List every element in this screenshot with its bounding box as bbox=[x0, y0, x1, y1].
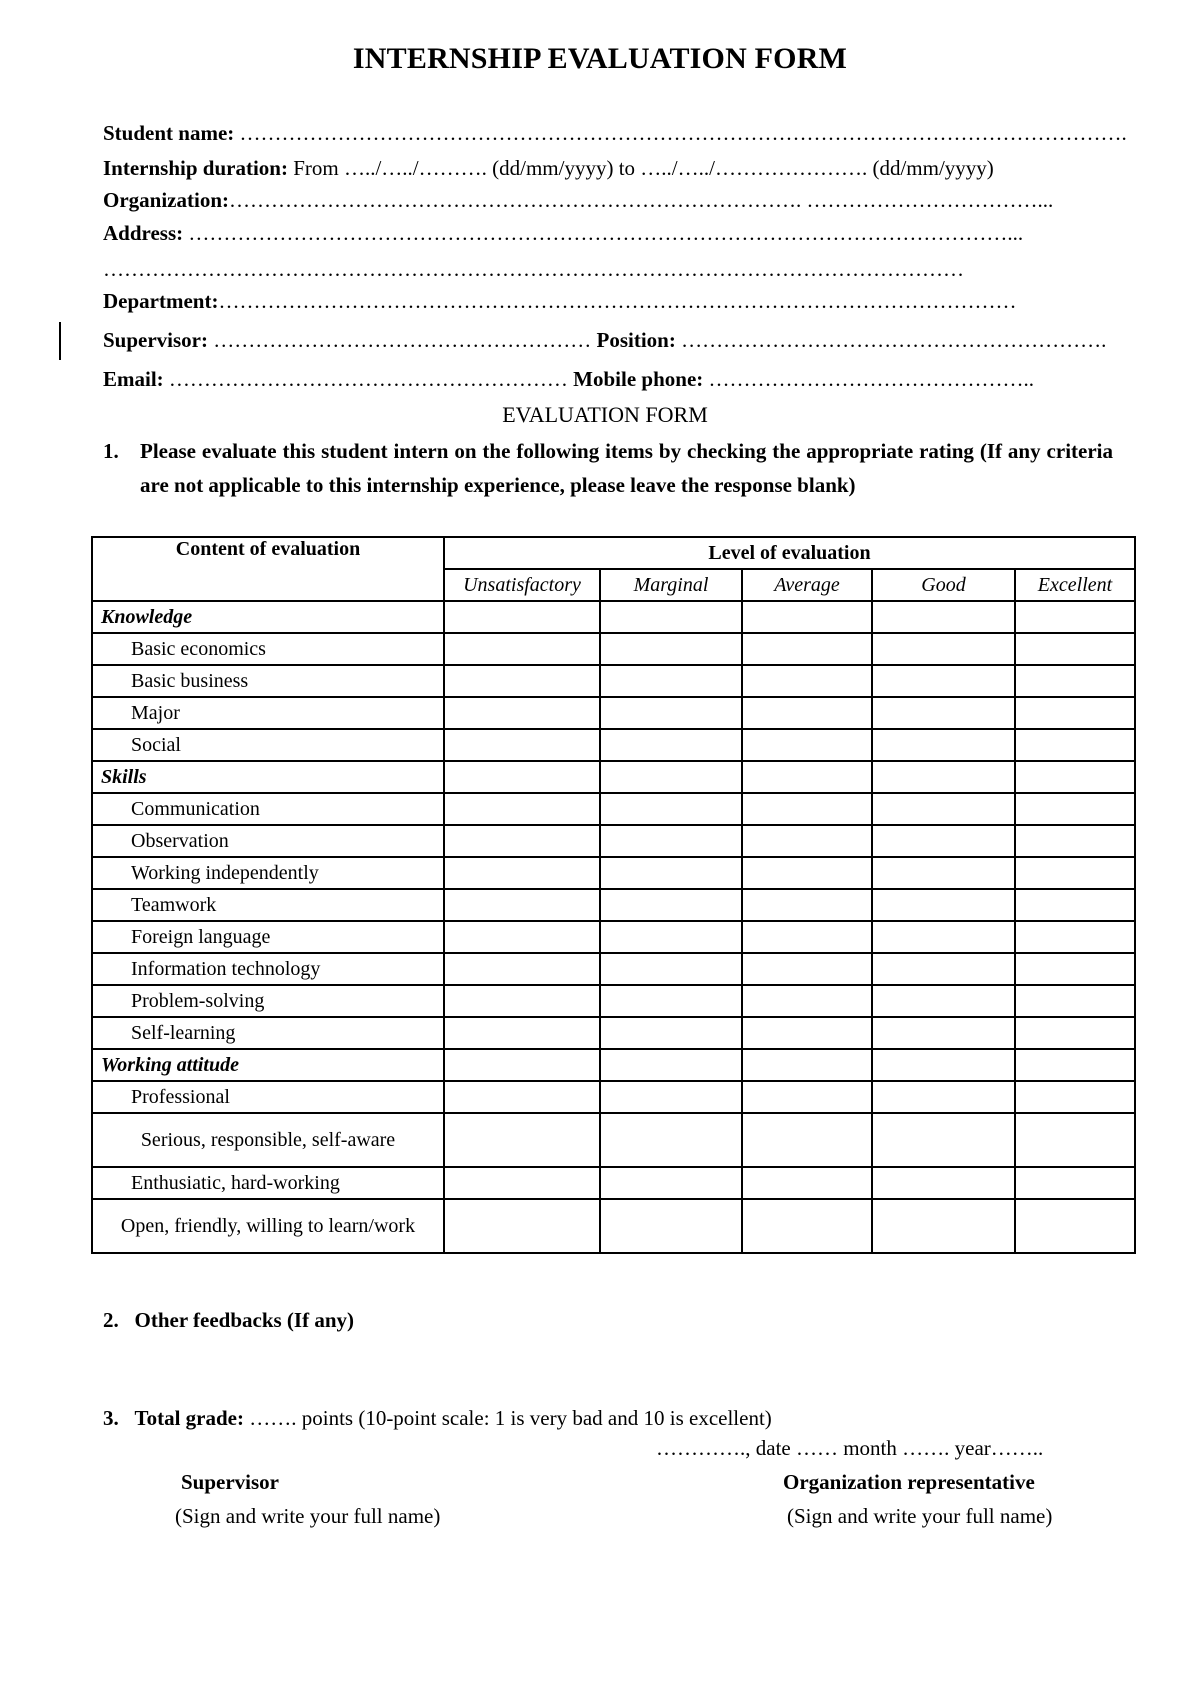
rating-cell[interactable] bbox=[600, 729, 742, 761]
rating-cell[interactable] bbox=[1015, 889, 1135, 921]
supervisor-position-row bbox=[103, 327, 1106, 353]
rating-cell[interactable] bbox=[444, 857, 600, 889]
rating-cell[interactable] bbox=[872, 857, 1015, 889]
rating-cell[interactable] bbox=[742, 921, 872, 953]
rating-cell[interactable] bbox=[742, 953, 872, 985]
criterion-label: Information technology bbox=[92, 953, 444, 985]
criterion-label: Basic business bbox=[92, 665, 444, 697]
address-line2-field[interactable]: …………………………………………………………………………………………………………… bbox=[103, 257, 964, 281]
rating-cell[interactable] bbox=[1015, 1017, 1135, 1049]
rating-cell[interactable] bbox=[742, 729, 872, 761]
rating-cell[interactable] bbox=[600, 1017, 742, 1049]
category-label: Working attitude bbox=[92, 1049, 444, 1081]
rating-cell[interactable] bbox=[1015, 953, 1135, 985]
internship-duration-row bbox=[103, 155, 994, 181]
rating-cell[interactable] bbox=[600, 857, 742, 889]
criterion-label: Problem-solving bbox=[92, 985, 444, 1017]
rating-cell[interactable] bbox=[600, 665, 742, 697]
criterion-row bbox=[92, 1081, 1135, 1113]
question-2 bbox=[103, 1308, 354, 1333]
rating-cell[interactable] bbox=[444, 1081, 600, 1113]
rating-cell[interactable] bbox=[742, 1113, 872, 1167]
rating-cell[interactable] bbox=[1015, 825, 1135, 857]
organization-representative-note: (Sign and write your full name) bbox=[787, 1504, 1053, 1528]
criterion-row bbox=[92, 729, 1135, 761]
rating-cell[interactable] bbox=[600, 793, 742, 825]
supervisor-signature-title: Supervisor bbox=[181, 1470, 280, 1494]
criterion-label: Communication bbox=[92, 793, 444, 825]
rating-cell[interactable] bbox=[444, 921, 600, 953]
rating-cell[interactable] bbox=[444, 729, 600, 761]
rating-cell[interactable] bbox=[600, 1049, 742, 1081]
rating-cell[interactable] bbox=[872, 793, 1015, 825]
email-mobile-row bbox=[103, 366, 1034, 392]
category-row bbox=[92, 761, 1135, 793]
mobile-phone-field[interactable]: ……………………………………….. bbox=[703, 367, 1035, 391]
rating-cell[interactable] bbox=[444, 601, 600, 633]
rating-cell[interactable] bbox=[742, 1199, 872, 1253]
criterion-row bbox=[92, 921, 1135, 953]
rating-cell[interactable] bbox=[742, 825, 872, 857]
organization-representative-title: Organization representative bbox=[783, 1470, 1035, 1494]
question-1-number: 1. bbox=[103, 439, 119, 463]
total-grade-field[interactable]: ……. points (10-point scale: 1 is very bad and 10 is excellent) bbox=[243, 1406, 772, 1430]
rating-cell[interactable] bbox=[1015, 793, 1135, 825]
total-grade-label: Total grade: bbox=[134, 1406, 244, 1430]
rating-cell[interactable] bbox=[1015, 985, 1135, 1017]
criterion-label: Major bbox=[92, 697, 444, 729]
rating-cell[interactable] bbox=[444, 665, 600, 697]
rating-cell[interactable] bbox=[742, 633, 872, 665]
email-field[interactable]: ………………………………………………… bbox=[163, 367, 574, 391]
rating-cell[interactable] bbox=[1015, 665, 1135, 697]
question-3-number: 3. bbox=[103, 1406, 119, 1430]
rating-cell[interactable] bbox=[444, 985, 600, 1017]
criterion-row bbox=[92, 1113, 1135, 1167]
internship-duration-field[interactable]: From …../…../………. (dd/mm/yyyy) to …../…../…………………. (dd/mm/yyyy) bbox=[287, 156, 994, 180]
criterion-row bbox=[92, 697, 1135, 729]
rating-cell[interactable] bbox=[872, 1113, 1015, 1167]
rating-cell[interactable] bbox=[872, 633, 1015, 665]
address-field[interactable]: ………………………………………………………………………………………………………... bbox=[183, 221, 1024, 245]
internship-duration-label: Internship duration: bbox=[103, 156, 288, 180]
rating-cell[interactable] bbox=[600, 985, 742, 1017]
rating-cell[interactable] bbox=[444, 1199, 600, 1253]
rating-cell[interactable] bbox=[1015, 1081, 1135, 1113]
rating-level-header: Unsatisfactory bbox=[444, 569, 600, 601]
department-label: Department: bbox=[103, 289, 219, 313]
rating-cell[interactable] bbox=[600, 1113, 742, 1167]
criterion-row bbox=[92, 793, 1135, 825]
organization-row bbox=[103, 187, 1053, 213]
rating-cell[interactable] bbox=[742, 889, 872, 921]
criterion-row bbox=[92, 633, 1135, 665]
rating-cell[interactable] bbox=[742, 1081, 872, 1113]
rating-cell[interactable] bbox=[872, 1081, 1015, 1113]
criterion-label: Professional bbox=[92, 1081, 444, 1113]
criterion-label: Teamwork bbox=[92, 889, 444, 921]
rating-cell[interactable] bbox=[742, 857, 872, 889]
rating-cell[interactable] bbox=[444, 1113, 600, 1167]
question-2-number: 2. bbox=[103, 1308, 119, 1332]
rating-cell[interactable] bbox=[444, 889, 600, 921]
supervisor-field[interactable]: ……………………………………………… bbox=[208, 328, 597, 352]
rating-cell[interactable] bbox=[742, 985, 872, 1017]
criterion-label: Basic economics bbox=[92, 633, 444, 665]
content-of-evaluation-header: Content of evaluation bbox=[92, 537, 444, 601]
rating-cell[interactable] bbox=[872, 1199, 1015, 1253]
criterion-label: Foreign language bbox=[92, 921, 444, 953]
organization-label: Organization: bbox=[103, 188, 229, 212]
position-label: Position: bbox=[596, 328, 676, 352]
department-row bbox=[103, 288, 1016, 314]
rating-cell[interactable] bbox=[444, 633, 600, 665]
organization-field[interactable]: ………………………………………………………………………. ……………………………... bbox=[229, 188, 1054, 212]
rating-cell[interactable] bbox=[1015, 697, 1135, 729]
criterion-row bbox=[92, 1199, 1135, 1253]
rating-cell[interactable] bbox=[1015, 601, 1135, 633]
rating-cell[interactable] bbox=[1015, 1199, 1135, 1253]
category-row bbox=[92, 601, 1135, 633]
evaluation-section-title: EVALUATION FORM bbox=[502, 402, 708, 427]
category-row bbox=[92, 1049, 1135, 1081]
question-1 bbox=[103, 434, 1113, 502]
student-name-label: Student name: bbox=[103, 121, 235, 145]
rating-cell[interactable] bbox=[444, 761, 600, 793]
rating-cell[interactable] bbox=[742, 793, 872, 825]
rating-cell[interactable] bbox=[1015, 1049, 1135, 1081]
category-label: Skills bbox=[92, 761, 444, 793]
rating-cell[interactable] bbox=[742, 1017, 872, 1049]
rating-cell[interactable] bbox=[444, 793, 600, 825]
evaluation-table-body bbox=[92, 601, 1135, 1253]
rating-cell[interactable] bbox=[1015, 633, 1135, 665]
rating-cell[interactable] bbox=[444, 1049, 600, 1081]
criterion-row bbox=[92, 889, 1135, 921]
rating-cell[interactable] bbox=[872, 953, 1015, 985]
rating-cell[interactable] bbox=[872, 1017, 1015, 1049]
rating-cell[interactable] bbox=[872, 1167, 1015, 1199]
rating-cell[interactable] bbox=[872, 601, 1015, 633]
rating-cell[interactable] bbox=[1015, 1167, 1135, 1199]
rating-cell[interactable] bbox=[872, 729, 1015, 761]
rating-cell[interactable] bbox=[742, 1049, 872, 1081]
criterion-label: Self-learning bbox=[92, 1017, 444, 1049]
rating-cell[interactable] bbox=[600, 697, 742, 729]
email-label: Email: bbox=[103, 367, 164, 391]
rating-cell[interactable] bbox=[600, 761, 742, 793]
criterion-row bbox=[92, 857, 1135, 889]
date-line[interactable]: …………., date …… month ……. year…….. bbox=[656, 1436, 1044, 1460]
rating-cell[interactable] bbox=[600, 921, 742, 953]
student-name-field[interactable]: ………………………………………………………………………………………………………………. bbox=[234, 121, 1127, 145]
question-2-text: Other feedbacks (If any) bbox=[134, 1308, 355, 1332]
rating-level-header: Marginal bbox=[600, 569, 742, 601]
rating-cell[interactable] bbox=[872, 825, 1015, 857]
rating-cell[interactable] bbox=[742, 601, 872, 633]
rating-cell[interactable] bbox=[742, 697, 872, 729]
criterion-label: Enthusiatic, hard-working bbox=[92, 1167, 444, 1199]
form-title: INTERNSHIP EVALUATION FORM bbox=[352, 42, 848, 75]
rating-cell[interactable] bbox=[872, 697, 1015, 729]
rating-cell[interactable] bbox=[1015, 921, 1135, 953]
question-1-text: Please evaluate this student intern on the following items by checking the appropriate rating (If any criteria are not applicable to this internship experience, please leave the response blank) bbox=[140, 439, 1113, 497]
criterion-label: Serious, responsible, self-aware bbox=[92, 1113, 444, 1167]
rating-cell[interactable] bbox=[444, 953, 600, 985]
rating-cell[interactable] bbox=[600, 889, 742, 921]
rating-cell[interactable] bbox=[600, 601, 742, 633]
student-name-row bbox=[103, 120, 1127, 146]
rating-cell[interactable] bbox=[1015, 729, 1135, 761]
rating-cell[interactable] bbox=[600, 1081, 742, 1113]
rating-cell[interactable] bbox=[600, 1199, 742, 1253]
level-of-evaluation-header: Level of evaluation bbox=[444, 537, 1135, 569]
criterion-row bbox=[92, 985, 1135, 1017]
rating-cell[interactable] bbox=[742, 761, 872, 793]
text-cursor-mark bbox=[59, 322, 61, 360]
criterion-row bbox=[92, 1167, 1135, 1199]
rating-cell[interactable] bbox=[600, 633, 742, 665]
rating-cell[interactable] bbox=[742, 665, 872, 697]
rating-cell[interactable] bbox=[444, 1167, 600, 1199]
evaluation-table bbox=[91, 536, 1136, 1254]
address-label: Address: bbox=[103, 221, 184, 245]
criterion-row bbox=[92, 665, 1135, 697]
address-row bbox=[103, 220, 1023, 246]
rating-cell[interactable] bbox=[444, 825, 600, 857]
rating-cell[interactable] bbox=[444, 697, 600, 729]
criterion-label: Open, friendly, willing to learn/work bbox=[92, 1199, 444, 1253]
rating-cell[interactable] bbox=[872, 665, 1015, 697]
criterion-label: Social bbox=[92, 729, 444, 761]
rating-cell[interactable] bbox=[1015, 1113, 1135, 1167]
rating-cell[interactable] bbox=[600, 1167, 742, 1199]
rating-level-header: Excellent bbox=[1015, 569, 1135, 601]
rating-level-header: Average bbox=[742, 569, 872, 601]
criterion-label: Working independently bbox=[92, 857, 444, 889]
position-field[interactable]: ……………………………………………………. bbox=[675, 328, 1107, 352]
criterion-row bbox=[92, 953, 1135, 985]
rating-cell[interactable] bbox=[872, 921, 1015, 953]
department-field[interactable]: …………………………………………………………………………………………………… bbox=[218, 289, 1017, 313]
question-3 bbox=[103, 1406, 772, 1431]
rating-cell[interactable] bbox=[872, 985, 1015, 1017]
rating-cell[interactable] bbox=[742, 1167, 872, 1199]
rating-cell[interactable] bbox=[872, 761, 1015, 793]
supervisor-signature-note: (Sign and write your full name) bbox=[175, 1504, 441, 1528]
rating-cell[interactable] bbox=[872, 889, 1015, 921]
rating-cell[interactable] bbox=[600, 953, 742, 985]
rating-cell[interactable] bbox=[444, 1017, 600, 1049]
rating-cell[interactable] bbox=[1015, 857, 1135, 889]
rating-cell[interactable] bbox=[1015, 761, 1135, 793]
criterion-label: Observation bbox=[92, 825, 444, 857]
category-label: Knowledge bbox=[92, 601, 444, 633]
supervisor-label: Supervisor: bbox=[103, 328, 208, 352]
mobile-phone-label: Mobile phone: bbox=[573, 367, 704, 391]
criterion-row bbox=[92, 1017, 1135, 1049]
criterion-row bbox=[92, 825, 1135, 857]
rating-cell[interactable] bbox=[600, 825, 742, 857]
rating-level-header: Good bbox=[872, 569, 1015, 601]
rating-cell[interactable] bbox=[872, 1049, 1015, 1081]
